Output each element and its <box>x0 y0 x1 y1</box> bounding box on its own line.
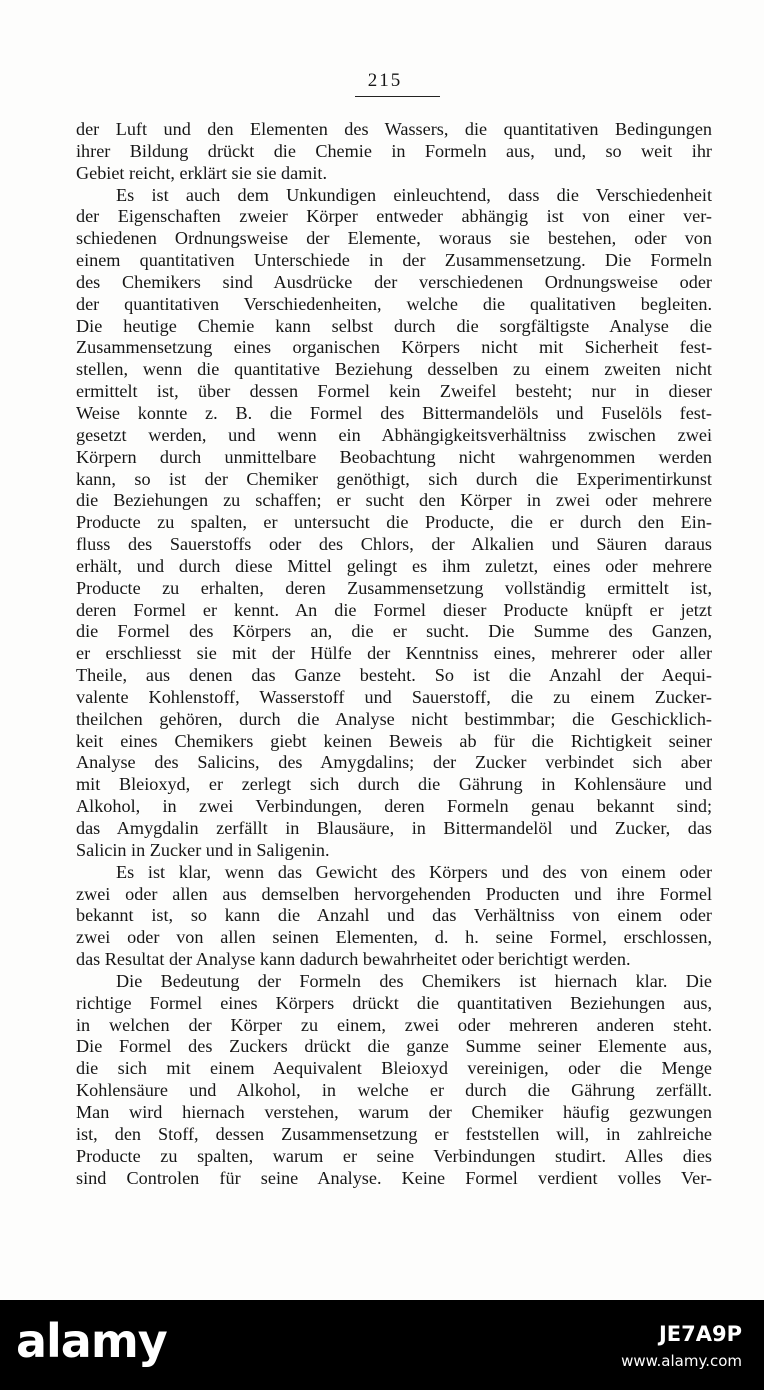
text-line: Die Bedeutung der Formeln des Chemikers ist hiernach klar. Die <box>116 970 712 991</box>
text-line: schiedenen Ordnungsweise der Elemente, woraus sie bestehen, oder von <box>76 228 712 249</box>
text-line: die sich mit einem Aequivalent Bleioxyd vereinigen, oder die Menge <box>76 1058 712 1079</box>
text-line: theilchen gehören, durch die Analyse nicht bestimmbar; die Geschicklich- <box>76 708 712 729</box>
text-line: Man wird hiernach verstehen, warum der Chemiker häufig gezwungen <box>76 1101 712 1122</box>
text-line: zwei oder von allen seinen Elementen, d. h. seine Formel, erschlossen, <box>76 927 712 948</box>
text-line: zwei oder allen aus demselben hervorgehenden Producten und ihre Formel <box>76 883 712 904</box>
text-line: einem quantitativen Unterschiede in der Zusammensetzung. Die Formeln <box>76 250 712 271</box>
text-line: Weise konnte z. B. die Formel des Bittermandelöls und Fuselöls fest- <box>76 402 712 423</box>
text-line: gesetzt werden, und wenn ein Abhängigkeitsverhältniss zwischen zwei <box>76 424 712 445</box>
text-line: ist, den Stoff, dessen Zusammensetzung er feststellen will, in zahlreiche <box>76 1123 712 1144</box>
text-line: Es ist auch dem Unkundigen einleuchtend, dass die Verschiedenheit <box>116 184 712 205</box>
text-line: Alkohol, in zwei Verbindungen, deren Formeln genau bekannt sind; <box>76 796 712 817</box>
text-line: die Formel des Körpers an, die er sucht. Die Summe des Ganzen, <box>76 621 712 642</box>
paragraph <box>76 119 712 185</box>
text-line: richtige Formel eines Körpers drückt die quantitativen Beziehungen aus, <box>76 992 712 1013</box>
text-line: das Resultat der Analyse kann dadurch bewahrheitet oder berichtigt werden. <box>76 949 631 970</box>
text-line: mit Bleioxyd, er zerlegt sich durch die Gährung in Kohlensäure und <box>76 774 712 795</box>
text-line: die Beziehungen zu schaffen; er sucht den Körper in zwei oder mehrere <box>76 490 712 511</box>
text-line: valente Kohlenstoff, Wasserstoff und Sauerstoff, die zu einem Zucker- <box>76 686 712 707</box>
text-line: Körpern durch unmittelbare Beobachtung nicht wahrgenommen werden <box>76 446 712 467</box>
text-line: Salicin in Zucker und in Saligenin. <box>76 839 330 860</box>
text-line: Zusammensetzung eines organischen Körpers nicht mit Sicherheit fest- <box>76 337 712 358</box>
body-text <box>76 119 712 1189</box>
text-line: Die Formel des Zuckers drückt die ganze Summe seiner Elemente aus, <box>76 1036 712 1057</box>
text-line: ermittelt ist, über dessen Formel kein Zweifel besteht; nur in dieser <box>76 381 712 402</box>
watermark-bar <box>0 1300 764 1390</box>
text-line: der Luft und den Elementen des Wassers, die quantitativen Bedingungen <box>76 119 712 139</box>
text-line: fluss des Sauerstoffs oder des Chlors, der Alkalien und Säuren daraus <box>76 534 712 555</box>
text-line: Es ist klar, wenn das Gewicht des Körpers und des von einem oder <box>116 861 712 882</box>
text-line: er erschliesst sie mit der Hülfe der Kenntniss eines, mehrerer oder aller <box>76 643 712 664</box>
text-line: Kohlensäure und Alkohol, in welche er durch die Gährung zerfällt. <box>76 1080 712 1101</box>
text-line: Producte zu spalten, er untersucht die Producte, die er durch den Ein- <box>76 512 712 533</box>
image-id: JE7A9P <box>658 1322 742 1346</box>
page-number-rule <box>355 96 440 97</box>
paragraph <box>76 185 712 862</box>
text-line: erhält, und durch diese Mittel gelingt es ihm zuletzt, eines oder mehrere <box>76 555 712 576</box>
site-url: www.alamy.com <box>621 1352 742 1370</box>
text-line: stellen, wenn die quantitative Beziehung desselben zu einem zweiten nicht <box>76 359 712 380</box>
text-line: deren Formel er kennt. An die Formel dieser Producte knüpft er jetzt <box>76 599 712 620</box>
paragraph <box>76 862 712 971</box>
text-line: kann, so ist der Chemiker genöthigt, sich durch die Experimentirkunst <box>76 468 712 489</box>
text-line: Theile, aus denen das Ganze besteht. So ist die Anzahl der Aequi- <box>76 665 712 686</box>
text-line: Die heutige Chemie kann selbst durch die sorgfältigste Analyse die <box>76 315 712 336</box>
text-line: Analyse des Salicins, des Amygdalins; der Zucker verbindet sich aber <box>76 752 712 773</box>
text-line: in welchen der Körper zu einem, zwei oder mehreren anderen steht. <box>76 1014 712 1035</box>
alamy-logo: alamy <box>16 1314 167 1368</box>
paragraph <box>76 971 712 1189</box>
text-line: sind Controlen für seine Analyse. Keine Formel verdient volles Ver- <box>76 1167 712 1188</box>
text-line: bekannt ist, so kann die Anzahl und das Verhältniss von einem oder <box>76 905 712 926</box>
text-line: keit eines Chemikers giebt keinen Beweis ab für die Richtigkeit seiner <box>76 730 712 751</box>
text-line: das Amygdalin zerfällt in Blausäure, in Bittermandelöl und Zucker, das <box>76 818 712 838</box>
text-line: Gebiet reicht, erklärt sie sie damit. <box>76 162 327 183</box>
text-line: der quantitativen Verschiedenheiten, welche die qualitativen begleiten. <box>76 293 712 314</box>
text-line: Producte zu spalten, warum er seine Verbindungen studirt. Alles dies <box>76 1145 712 1166</box>
text-line: ihrer Bildung drückt die Chemie in Formeln aus, und, so weit ihr <box>76 140 712 161</box>
text-line: der Eigenschaften zweier Körper entweder abhängig ist von einer ver- <box>76 206 712 227</box>
text-line: Producte zu erhalten, deren Zusammensetzung vollständig ermittelt ist, <box>76 577 712 598</box>
page-number: 215 <box>367 70 403 91</box>
text-line: des Chemikers sind Ausdrücke der verschiedenen Ordnungsweise oder <box>76 271 712 292</box>
